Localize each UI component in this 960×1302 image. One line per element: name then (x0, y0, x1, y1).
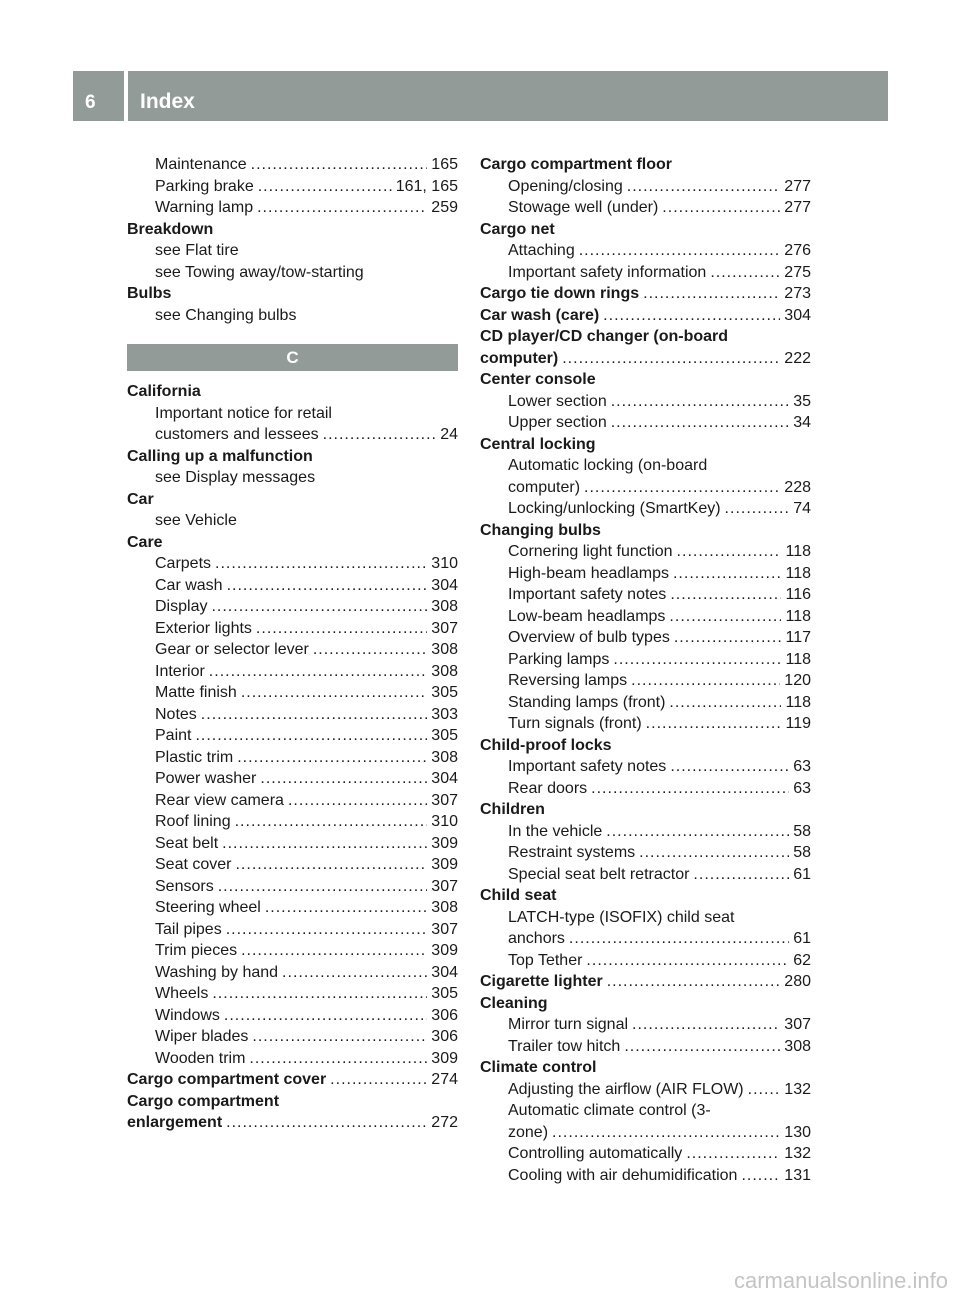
page-number: 6 (85, 92, 96, 113)
index-entry: CD player/CD changer (on-board (480, 328, 729, 345)
page-ref: 308 (431, 899, 458, 916)
entry-text: zone) (508, 1123, 549, 1141)
section-letter: C (286, 347, 299, 367)
leader-dots (606, 821, 789, 843)
page-ref: 304 (784, 306, 811, 324)
index-subentry (127, 833, 458, 855)
entry-text: computer) (508, 478, 581, 496)
leader-dots (241, 682, 427, 704)
index-entry: Center console (480, 371, 596, 388)
index-entry (480, 348, 811, 370)
index-subentry (127, 553, 458, 575)
entry-text: Attaching (508, 242, 575, 259)
index-subentry (127, 811, 458, 833)
leader-dots (235, 811, 428, 833)
entries-c (127, 381, 458, 1134)
leader-dots (677, 541, 782, 563)
page-ref: 61 (793, 865, 811, 883)
index-subentry: Automatic locking (on-board (508, 457, 708, 474)
entry-text: Washing by hand (155, 963, 279, 981)
entry-text: Mirror turn signal (508, 1016, 629, 1033)
index-subentry (127, 176, 458, 198)
entry-text: anchors (508, 930, 565, 947)
watermark: carmanualsonline.info (733, 1268, 948, 1293)
page-ref: 308 (431, 641, 458, 658)
entry-text: Interior (155, 662, 205, 680)
index-subentry (127, 854, 458, 876)
index-subentry (480, 1079, 811, 1101)
index-subentry (127, 919, 458, 941)
leader-dots (725, 498, 790, 520)
index-entry: Child seat (480, 887, 557, 904)
entry-text: Turn signals (front) (508, 715, 642, 732)
page-ref: 307 (431, 619, 458, 637)
page-ref: 310 (431, 555, 458, 572)
page-ref: 308 (784, 1037, 811, 1055)
page-ref: 58 (793, 844, 811, 861)
entry-text: Matte finish (155, 684, 237, 701)
page-ref: 310 (431, 813, 458, 830)
index-entry (480, 971, 811, 993)
entry-text: Wheels (155, 985, 209, 1002)
leader-dots (662, 197, 780, 219)
page-ref: 306 (431, 1006, 458, 1024)
leader-dots (741, 1165, 780, 1187)
entry-text: Upper section (508, 414, 607, 431)
index-subentry (480, 606, 811, 628)
leader-dots (252, 1026, 427, 1048)
page-ref: 58 (793, 822, 811, 840)
index-subentry (480, 391, 811, 413)
entry-text: Plastic trim (155, 748, 234, 766)
index-column-right (480, 154, 811, 1186)
entry-text: Parking brake (155, 177, 254, 195)
index-entry: California (127, 383, 201, 400)
leader-dots (569, 928, 789, 950)
index-subentry (480, 928, 811, 950)
leader-dots (686, 1143, 780, 1165)
index-subentry (480, 1165, 811, 1187)
page-ref: 118 (785, 543, 811, 560)
index-entry: Cleaning (480, 994, 548, 1012)
entry-text: Overview of bulb types (508, 629, 670, 646)
entry-text: Important safety information (508, 263, 707, 281)
leader-dots (579, 240, 781, 262)
page-ref: 305 (431, 727, 458, 744)
entry-text: Top Tether (508, 951, 583, 969)
page-ref: 304 (431, 576, 458, 594)
page-ref: 309 (431, 942, 458, 959)
leader-dots (212, 983, 427, 1005)
entry-text: Gear or selector lever (155, 641, 309, 658)
section-letter-bar (127, 344, 458, 371)
leader-dots (218, 876, 428, 898)
leader-dots (669, 692, 781, 714)
page-ref: 74 (793, 500, 811, 517)
leader-dots (224, 1005, 427, 1027)
leader-dots (748, 1079, 781, 1101)
leader-dots (584, 477, 780, 499)
leader-dots (670, 584, 781, 606)
entry-text: Windows (155, 1006, 220, 1024)
page-ref: 63 (793, 758, 811, 775)
index-subentry (480, 541, 811, 563)
index-subentry: Automatic climate control (3- (508, 1102, 711, 1119)
index-subentry (480, 240, 811, 262)
leader-dots (607, 971, 781, 993)
index-subentry (480, 842, 811, 864)
leader-dots (710, 262, 780, 284)
leader-dots (693, 864, 789, 886)
index-subentry (480, 756, 811, 778)
index-column-left (127, 154, 458, 1134)
page-ref: 161, 165 (395, 177, 458, 195)
leader-dots (237, 747, 427, 769)
leader-dots (257, 197, 427, 219)
page-ref: 119 (785, 715, 811, 732)
page-ref: 277 (784, 199, 811, 216)
entry-text: computer) (480, 349, 559, 367)
index-subentry (480, 670, 811, 692)
leader-dots (227, 575, 428, 597)
leader-dots (235, 854, 427, 876)
index-entry (127, 1069, 458, 1091)
leader-dots (330, 1069, 427, 1091)
leader-dots (674, 627, 782, 649)
index-subentry (127, 682, 458, 704)
index-subentry (127, 596, 458, 618)
page-ref: 130 (784, 1123, 811, 1141)
page-ref: 24 (440, 426, 458, 443)
entry-text: customers and lessees (155, 426, 319, 443)
header-divider (124, 71, 128, 121)
leader-dots (611, 391, 789, 413)
entry-text: Trailer tow hitch (508, 1037, 621, 1055)
index-subentry: see Vehicle (155, 512, 237, 529)
leader-dots (313, 639, 427, 661)
page-ref: 308 (431, 662, 458, 680)
page-ref: 304 (431, 963, 458, 981)
index-subentry (480, 649, 811, 671)
leader-dots (646, 713, 782, 735)
entry-text: Adjusting the airflow (AIR FLOW) (508, 1080, 744, 1098)
leader-dots (670, 756, 789, 778)
index-subentry (127, 940, 458, 962)
index-entry: Central locking (480, 435, 596, 453)
entries-c-continued (480, 154, 811, 1186)
index-entry: Climate control (480, 1059, 597, 1076)
page-ref: 305 (431, 985, 458, 1002)
index-subentry (480, 1036, 811, 1058)
index-subentry (127, 962, 458, 984)
header-bar (73, 71, 888, 121)
leader-dots (209, 661, 428, 683)
index-subentry (127, 575, 458, 597)
index-subentry (480, 262, 811, 284)
leader-dots (241, 940, 427, 962)
page-ref: 305 (431, 684, 458, 701)
index-subentry: LATCH-type (ISOFIX) child seat (508, 908, 735, 926)
index-subentry (480, 498, 811, 520)
leader-dots (603, 305, 780, 327)
entry-text: Cigarette lighter (480, 973, 603, 990)
page-ref: 280 (784, 973, 811, 990)
entry-text: Rear view camera (155, 791, 284, 809)
index-entry: Breakdown (127, 220, 214, 238)
index-subentry (480, 1143, 811, 1165)
page-ref: 118 (785, 693, 811, 711)
index-subentry (127, 790, 458, 812)
page-ref: 307 (431, 877, 458, 895)
index-subentry (480, 563, 811, 585)
page-title: Index (140, 90, 195, 113)
entry-text: High-beam headlamps (508, 564, 669, 582)
index-subentry (480, 1122, 811, 1144)
leader-dots (222, 833, 427, 855)
index-subentry (480, 950, 811, 972)
page-ref: 132 (784, 1080, 811, 1098)
index-subentry (480, 176, 811, 198)
page-ref: 307 (784, 1016, 811, 1033)
entry-text: Wiper blades (155, 1028, 249, 1045)
entry-text: Carpets (155, 555, 212, 572)
entry-text: Reversing lamps (508, 672, 628, 689)
leader-dots (624, 1036, 780, 1058)
page-ref: 61 (793, 930, 811, 947)
entry-text: Restraint systems (508, 844, 636, 861)
page-ref: 63 (793, 779, 811, 797)
index-subentry (480, 412, 811, 434)
leader-dots (260, 768, 427, 790)
index-subentry (127, 768, 458, 790)
page-ref: 309 (431, 856, 458, 873)
index-subentry (480, 197, 811, 219)
leader-dots (586, 950, 789, 972)
entry-text: Cargo compartment cover (127, 1071, 327, 1088)
index-subentry (127, 1005, 458, 1027)
page-ref: 165 (431, 156, 458, 173)
entry-text: Important safety notes (508, 758, 667, 775)
index-subentry (127, 618, 458, 640)
index-subentry (480, 1014, 811, 1036)
leader-dots (195, 725, 427, 747)
page-ref: 309 (431, 1049, 458, 1067)
page-ref: 118 (785, 650, 811, 668)
index-subentry: see Towing away/tow-starting (155, 263, 364, 281)
index-entry (480, 305, 811, 327)
entry-text: Power washer (155, 770, 257, 787)
page-ref: 272 (431, 1114, 458, 1131)
leader-dots (265, 897, 427, 919)
entry-text: enlargement (127, 1114, 223, 1131)
page-ref: 274 (431, 1071, 458, 1088)
leader-dots (643, 283, 780, 305)
entry-text: Important safety notes (508, 586, 667, 603)
index-subentry (480, 584, 811, 606)
entry-text: In the vehicle (508, 822, 603, 840)
page-ref: 277 (784, 177, 811, 195)
index-entry: Cargo compartment floor (480, 156, 673, 173)
entry-text: Notes (155, 705, 197, 723)
page-ref: 273 (784, 285, 811, 302)
entry-text: Sensors (155, 877, 214, 895)
index-subentry (127, 704, 458, 726)
leader-dots (673, 563, 782, 585)
leader-dots (249, 1048, 427, 1070)
leader-dots (211, 596, 427, 618)
entry-text: Car wash (155, 576, 223, 594)
page-ref: 118 (785, 607, 811, 625)
entry-text: Exterior lights (155, 619, 252, 637)
entry-text: Cornering light function (508, 543, 673, 560)
index-subentry (480, 627, 811, 649)
index-entry: Changing bulbs (480, 521, 601, 539)
page-ref: 275 (784, 263, 811, 281)
page-ref: 308 (431, 748, 458, 766)
index-subentry (127, 1048, 458, 1070)
index-entry: Bulbs (127, 285, 172, 302)
entry-text: Locking/unlocking (SmartKey) (508, 500, 721, 517)
entry-text: Cooling with air dehumidification (508, 1166, 738, 1184)
entry-text: Warning lamp (155, 199, 254, 216)
entry-text: Cargo tie down rings (480, 285, 640, 302)
index-subentry: Important notice for retail (155, 404, 332, 422)
entry-text: Wooden trim (155, 1049, 246, 1067)
entry-text: Standing lamps (front) (508, 693, 666, 711)
index-subentry (127, 661, 458, 683)
page-ref: 118 (785, 564, 811, 582)
leader-dots (552, 1122, 780, 1144)
page-ref: 120 (784, 672, 811, 689)
leader-dots (611, 412, 789, 434)
leader-dots (639, 842, 789, 864)
leader-dots (613, 649, 781, 671)
entry-text: Display (155, 598, 208, 615)
leader-dots (201, 704, 428, 726)
page-ref: 309 (431, 834, 458, 852)
page-ref: 304 (431, 770, 458, 787)
page-ref: 34 (793, 414, 811, 431)
page-ref: 116 (785, 586, 811, 603)
page-ref: 303 (431, 705, 458, 723)
index-subentry (480, 692, 811, 714)
index-subentry: see Display messages (155, 469, 316, 486)
index-subentry (127, 1026, 458, 1048)
index-subentry (127, 424, 458, 446)
leader-dots (632, 1014, 780, 1036)
index-entry: Calling up a malfunction (127, 447, 313, 465)
leader-dots (226, 919, 428, 941)
leader-dots (562, 348, 780, 370)
leader-dots (591, 778, 789, 800)
leader-dots (256, 618, 427, 640)
leader-dots (215, 553, 427, 575)
index-entry: Care (127, 533, 163, 551)
leader-dots (226, 1112, 427, 1134)
page-ref: 62 (793, 951, 811, 969)
page-ref: 259 (431, 199, 458, 216)
page-ref: 222 (784, 349, 811, 367)
entry-text: Tail pipes (155, 920, 222, 938)
index-entry (127, 1112, 458, 1134)
page-ref: 132 (784, 1145, 811, 1162)
page-ref: 276 (784, 242, 811, 259)
index-entry: Cargo net (480, 220, 555, 238)
entry-text: Stowage well (under) (508, 199, 659, 216)
entries-b-continued (127, 154, 458, 326)
index-subentry (480, 821, 811, 843)
index-subentry (127, 747, 458, 769)
leader-dots (323, 424, 437, 446)
entry-text: Paint (155, 727, 192, 744)
entry-text: Car wash (care) (480, 306, 600, 324)
index-entry: Cargo compartment (127, 1092, 280, 1110)
page-ref: 307 (431, 920, 458, 938)
entry-text: Seat cover (155, 856, 232, 873)
index-entry: Child-proof locks (480, 736, 612, 754)
entry-text: Roof lining (155, 813, 231, 830)
entry-text: Lower section (508, 392, 607, 410)
leader-dots (627, 176, 781, 198)
entry-text: Trim pieces (155, 942, 238, 959)
index-subentry (480, 477, 811, 499)
page-ref: 307 (431, 791, 458, 809)
index-entry (480, 283, 811, 305)
leader-dots (282, 962, 427, 984)
index-subentry (480, 713, 811, 735)
index-subentry (127, 876, 458, 898)
page-ref: 228 (784, 478, 811, 496)
leader-dots (258, 176, 392, 198)
index-entry: Children (480, 801, 545, 818)
page-ref: 131 (784, 1166, 811, 1184)
leader-dots (669, 606, 781, 628)
entry-text: Steering wheel (155, 899, 261, 916)
entry-text: Rear doors (508, 779, 588, 797)
entry-text: Low-beam headlamps (508, 607, 666, 625)
leader-dots (251, 154, 428, 176)
index-subentry (127, 197, 458, 219)
entry-text: Seat belt (155, 834, 219, 852)
index-subentry: see Changing bulbs (155, 306, 297, 324)
page-ref: 117 (785, 629, 811, 646)
index-subentry (127, 983, 458, 1005)
index-subentry (127, 897, 458, 919)
entry-text: Special seat belt retractor (508, 865, 690, 883)
page-ref: 306 (431, 1028, 458, 1045)
index-subentry (480, 864, 811, 886)
page-ref: 308 (431, 598, 458, 615)
entry-text: Opening/closing (508, 177, 623, 195)
index-subentry (127, 154, 458, 176)
index-subentry (127, 639, 458, 661)
entry-text: Controlling automatically (508, 1145, 683, 1162)
page-ref: 35 (793, 392, 811, 410)
index-entry: Car (127, 490, 154, 508)
leader-dots (631, 670, 780, 692)
index-subentry (480, 778, 811, 800)
index-subentry (127, 725, 458, 747)
entry-text: Maintenance (155, 156, 247, 173)
leader-dots (288, 790, 427, 812)
entry-text: Parking lamps (508, 650, 610, 668)
index-subentry: see Flat tire (155, 242, 239, 259)
